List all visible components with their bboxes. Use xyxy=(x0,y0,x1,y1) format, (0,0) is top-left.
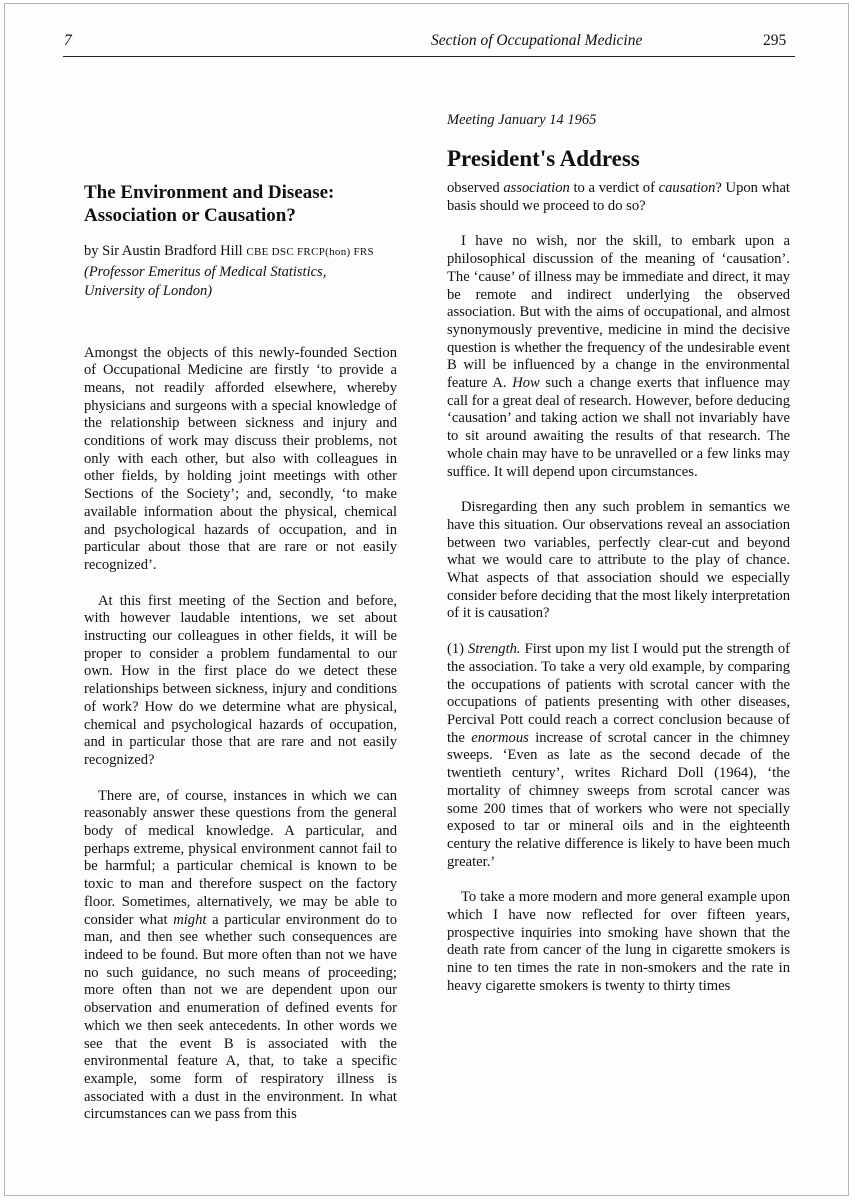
byline xyxy=(84,242,397,302)
right-p4-text-b: First upon my list I would put the strength of the association. To take a very old example, by comparing the occupations of patients with scrotal cancer with the occupations of patients presenting with other diseases, Percival Pott could reach a correct conclusion because of the xyxy=(447,641,790,746)
author-degrees: CBE DSC FRCP(hon) FRS xyxy=(246,246,374,258)
author-name: by Sir Austin Bradford Hill xyxy=(84,243,243,259)
meeting-date: Meeting January 14 1965 xyxy=(447,112,597,128)
right-p1-emphasis-2: causation xyxy=(658,180,716,196)
right-p4-emphasis: enormous xyxy=(471,729,529,746)
right-p2-text-b: such a change exerts that influence may call for a great deal of research. However, before deducing ‘causation’ and taking action we shall not invariably have to sit around awaiting the results of that research. The whole chain may have to be unravelled or a few links may suffice. It will depend upon circumstances. xyxy=(447,375,790,480)
left-column xyxy=(84,181,397,1124)
section-title: Section of Occupational Medicine xyxy=(431,32,643,49)
left-p3-text-b: a particular environment do to man, and then see whether such consequences are indeed to be found. But more often than not we have no such guidance, no such means of proceeding; more often than not we are dependent upon our observation and enumeration of defined events for which we then seek antecedents. In other words we see that the event B is associated with the environmental feature A, that, to take a specific example, some form of respiratory illness is associated with a dust in the environment. In what circumstances can we pass from this xyxy=(84,911,397,1123)
left-page-number: 7 xyxy=(64,32,72,49)
header-rule xyxy=(63,56,795,57)
right-paragraph-1 xyxy=(447,180,790,215)
article-title-line1: The Environment and Disease: xyxy=(84,182,335,203)
right-paragraph-2 xyxy=(447,233,790,481)
left-paragraph-1: Amongst the objects of this newly-founded Section of Occupational Medicine are firstly ‘to provide a means, not readily afforded elsewhere, whereby physicians and surgeons with a special knowledge of the relationship between sickness and injury and conditions of work may discuss their problems, not only with each other, but also with colleagues in other fields, by holding joint meetings with other Sections of the Society’; and, secondly, ‘to make available information about the physical, chemical and psychological hazards of occupation, and in particular about those that are rare or not easily recognized’. xyxy=(84,344,397,573)
right-p4-heading-strength: Strength. xyxy=(468,641,521,658)
journal-page xyxy=(4,3,849,1196)
presidents-address-heading: President's Address xyxy=(447,146,640,171)
right-p1-text-a: observed xyxy=(447,180,504,196)
right-column xyxy=(447,110,790,996)
left-paragraph-3 xyxy=(84,788,397,1124)
right-p4-text-a: (1) xyxy=(447,641,469,658)
running-head xyxy=(5,32,848,54)
article-title xyxy=(84,181,397,227)
left-paragraph-2: At this first meeting of the Section and before, with however laudable intentions, we set about instructing our colleagues in other fields, it will be proper to consider a problem fundamental to our own. How in the first place do we detect these relationships between sickness, injury and conditions of work? How do we determine what are physical, chemical and psychological hazards of occupation, and in particular those that are rare and not easily recognized? xyxy=(84,592,397,768)
affiliation-line1: (Professor Emeritus of Medical Statistics, xyxy=(84,263,327,280)
right-paragraph-4 xyxy=(447,641,790,871)
affiliation-line2: University of London) xyxy=(84,283,213,299)
right-paragraph-5: To take a more modern and more general example upon which I have now reflected for over fifteen years, prospective inquiries into smoking have shown that the death rate from cancer of the lung in cigarette smokers is nine to ten times the rate in non-smokers and the rate in heavy cigarette smokers is twenty to thirty times xyxy=(447,889,790,994)
right-p1-text-b: to a verdict of xyxy=(569,180,659,196)
right-p2-text-a: I have no wish, nor the skill, to embark upon a philosophical discussion of the meaning of ‘causation’. The ‘cause’ of illness may be immediate and direct, it may be remote and indirect underlying the observed association. But with the aims of occupational, and almost synonymously preventive, medicine in mind the decisive question is whether the frequency of the undesirable event B will be influenced by a change in the environmental feature A. xyxy=(447,233,790,392)
left-p3-emphasis: might xyxy=(173,911,207,928)
right-p1-emphasis-1: association xyxy=(503,180,570,196)
right-p2-emphasis: How xyxy=(512,375,540,392)
left-p3-text-a: There are, of course, instances in which we can reasonably answer these questions from the general body of medical knowledge. A particular, and perhaps extreme, physical environment cannot fail to be harmful; a particular chemical is known to be toxic to man and therefore suspect on the factory floor. Sometimes, alternatively, we may be able to consider what xyxy=(84,787,397,928)
article-title-line2: Association or Causation? xyxy=(84,205,296,226)
right-p1-text-c: ? Upon what basis should we proceed to do so? xyxy=(447,180,790,214)
right-page-number: 295 xyxy=(763,32,787,49)
right-paragraph-3: Disregarding then any such problem in semantics we have this situation. Our observations reveal an association between two variables, perfectly clear-cut and beyond what we would care to attribute to the play of chance. What aspects of that association should we especially consider before deciding that the most likely interpretation of it is causation? xyxy=(447,499,790,622)
right-p4-text-c: increase of scrotal cancer in the chimney sweeps. ‘Even as late as the second decade of the twentieth century’, writes Richard Doll (1964), ‘the mortality of chimney sweeps from scrotal cancer was some 200 times that of workers who were not specially exposed to tar or mineral oils and in the eighteenth century the relative difference is likely to have been much greater.’ xyxy=(447,729,790,870)
